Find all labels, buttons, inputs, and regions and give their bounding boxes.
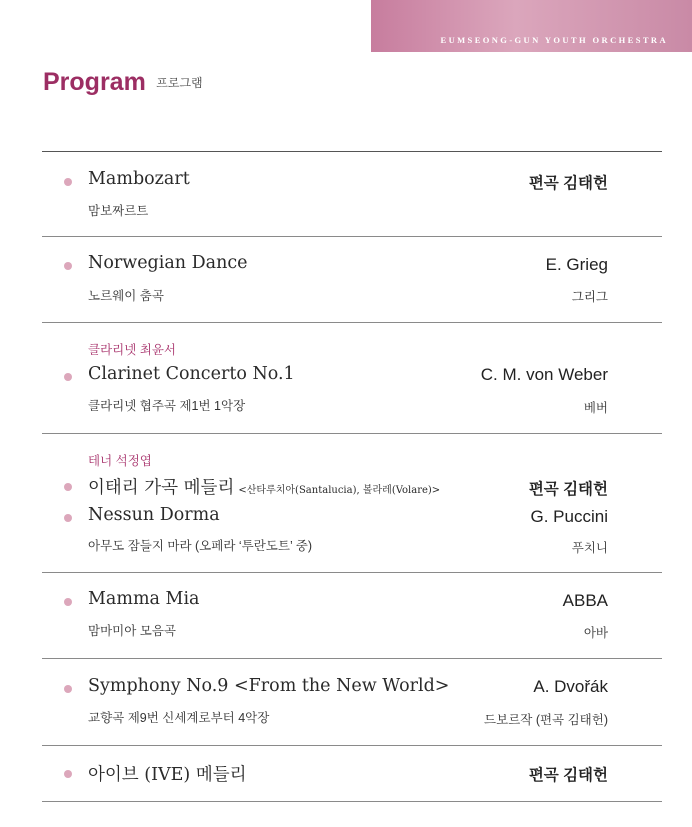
- composer: ABBA: [562, 591, 608, 610]
- performer: 테너 석정엽: [88, 454, 152, 468]
- composer: A. Dvořák: [533, 677, 608, 696]
- medley-title: 이태리 가곡 메들리: [88, 478, 235, 498]
- composer: 편곡 김태헌: [528, 481, 608, 498]
- composer: C. M. von Weber: [480, 365, 608, 384]
- bullet-icon: [64, 514, 72, 522]
- program-title: Clarinet Concerto No.1: [88, 364, 295, 384]
- orchestra-name: EUMSEONG-GUN YOUTH ORCHESTRA: [440, 35, 668, 45]
- program-title: Nessun Dorma: [88, 505, 220, 525]
- program-subtitle: 교향곡 제9번 신세계로부터 4악장: [88, 711, 270, 725]
- composer-korean: 드보르작 (편곡 김태헌): [484, 713, 608, 727]
- divider: [42, 151, 662, 152]
- program-subtitle: 클라리넷 협주곡 제1번 1악장: [88, 399, 246, 413]
- divider: [42, 801, 662, 802]
- composer-korean: 푸치니: [571, 541, 608, 555]
- program-title: Mambozart: [88, 169, 190, 189]
- medley-note: <산타루치아(Santalucia), 볼라레(Volare)>: [238, 485, 441, 496]
- divider: [42, 322, 662, 323]
- bullet-icon: [64, 598, 72, 606]
- divider: [42, 433, 662, 434]
- divider: [42, 236, 662, 237]
- composer: 편곡 김태헌: [528, 767, 608, 784]
- divider: [42, 658, 662, 659]
- bullet-icon: [64, 373, 72, 381]
- composer-korean: 베버: [583, 401, 608, 415]
- composer-korean: 아바: [583, 626, 608, 640]
- composer: G. Puccini: [530, 507, 608, 526]
- bullet-icon: [64, 178, 72, 186]
- program-subtitle: 노르웨이 춤곡: [88, 289, 164, 303]
- performer: 클라리넷 최윤서: [88, 343, 176, 357]
- bullet-icon: [64, 770, 72, 778]
- program-subtitle: 아무도 잠들지 마라 (오페라 ‘투란도트’ 중): [88, 539, 312, 553]
- program-title: Symphony No.9 <From the New World>: [88, 676, 450, 696]
- bullet-icon: [64, 483, 72, 491]
- program-title: Mamma Mia: [88, 589, 200, 609]
- bullet-icon: [64, 685, 72, 693]
- divider: [42, 572, 662, 573]
- title-main: Program: [43, 68, 146, 96]
- program-subtitle: 맘마미아 모음곡: [88, 624, 176, 638]
- program-title: 아이브 (IVE) 메들리: [88, 765, 247, 785]
- program-subtitle: 맘보짜르트: [88, 204, 149, 218]
- bullet-icon: [64, 262, 72, 270]
- title-sub: 프로그램: [156, 76, 203, 90]
- divider: [42, 745, 662, 746]
- program-title: [88, 474, 440, 499]
- program-title: Norwegian Dance: [88, 253, 248, 273]
- composer-korean: 그리그: [571, 290, 608, 304]
- page-title: [43, 68, 203, 97]
- composer: E. Grieg: [545, 255, 608, 274]
- header-banner: [371, 0, 692, 52]
- composer: 편곡 김태헌: [528, 175, 608, 192]
